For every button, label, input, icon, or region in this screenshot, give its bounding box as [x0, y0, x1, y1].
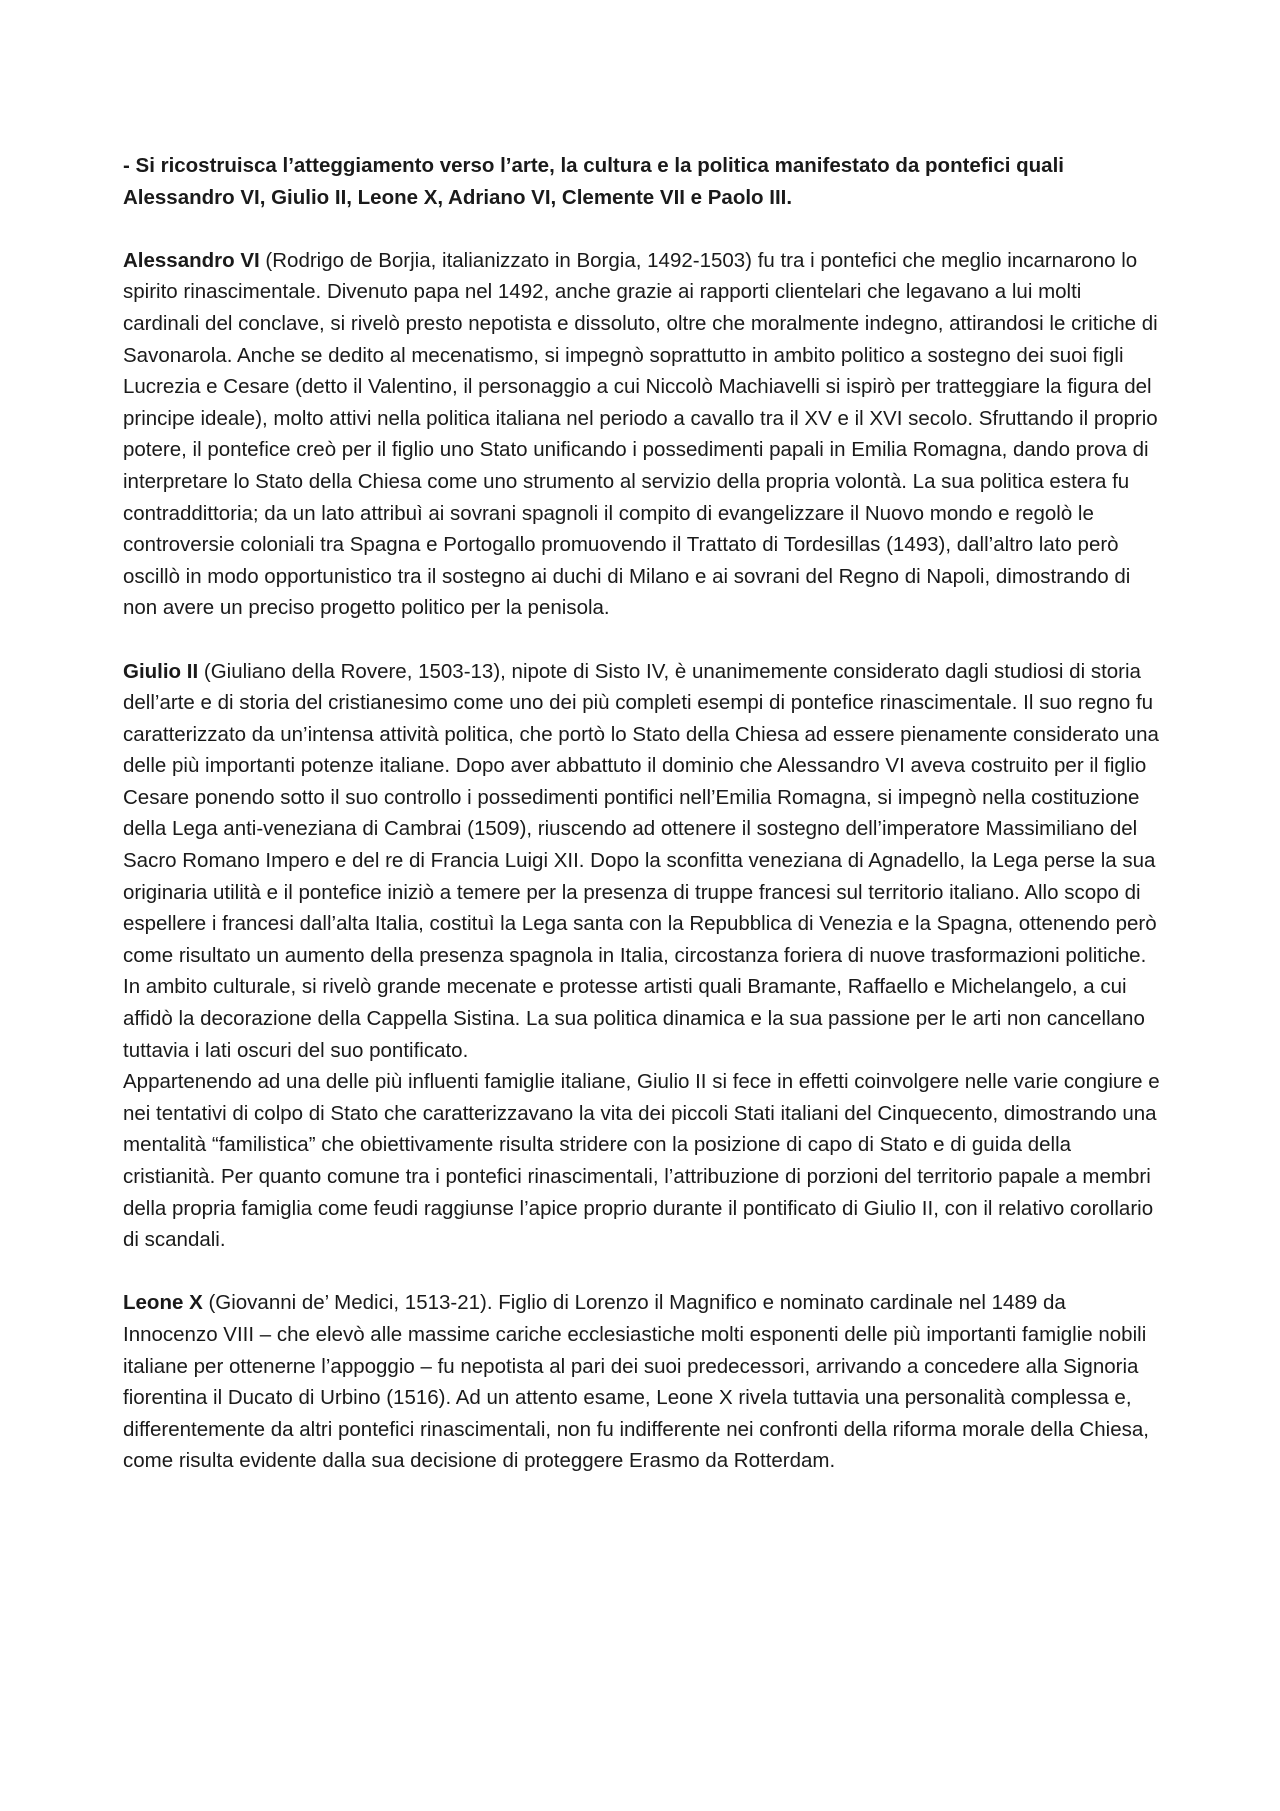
paragraph: [123, 656, 1163, 1067]
section-leone-x: [123, 1287, 1163, 1477]
paragraph-text: (Rodrigo de Borjia, italianizzato in Borgia, 1492-1503) fu tra i pontefici che meglio incarnarono lo spirito rinascimentale. Divenuto papa nel 1492, anche grazie ai rapporti clientelari che legavano a lui molti cardinali del conclave, si rivelò presto nepotista e dissoluto, oltre che moralmente indegno, attirandosi le critiche di Savonarola. Anche se dedito al mecenatismo, si impegnò soprattutto in ambito politico a sostegno dei suoi figli Lucrezia e Cesare (detto il Valentino, il personaggio a cui Niccolò Machiavelli si ispirò per tratteggiare la figura del principe ideale), molto attivi nella politica italiana nel periodo a cavallo tra il XV e il XVI secolo. Sfruttando il proprio potere, il pontefice creò per il figlio uno Stato unificando i possedimenti papali in Emilia Romagna, dando prova di interpretare lo Stato della Chiesa come uno strumento al servizio della propria volontà. La sua politica estera fu contraddittoria; da un lato attribuì ai sovrani spagnoli il compito di evangelizzare il Nuovo mondo e regolò le controversie coloniali tra Spagna e Portogallo promuovendo il Trattato di Tordesillas (1493), dall’altro lato però oscillò in modo opportunistico tra il sostegno ai duchi di Milano e ai sovrani del Regno di Napoli, dimostrando di non avere un preciso progetto politico per la penisola.: [123, 248, 1158, 620]
paragraph-text: (Giuliano della Rovere, 1503-13), nipote di Sisto IV, è unanimemente considerato dagli studiosi di storia dell’arte e di storia del cristianesimo come uno dei più completi esempi di pontefice rinascimentale. Il suo regno fu caratterizzato da un’intensa attività politica, che portò lo Stato della Chiesa ad essere pienamente considerato una delle più importanti potenze italiane. Dopo aver abbattuto il dominio che Alessandro VI aveva costruito per il figlio Cesare ponendo sotto il suo controllo i possedimenti pontifici nell’Emilia Romagna, si impegnò nella costituzione della Lega anti-veneziana di Cambrai (1509), riuscendo ad ottenere il sostegno dell’imperatore Massimiliano del Sacro Romano Impero e del re di Francia Luigi XII. Dopo la sconfitta veneziana di Agnadello, la Lega perse la sua originaria utilità e il pontefice iniziò a temere per la presenza di truppe francesi sul territorio italiano. Allo scopo di espellere i francesi dall’alta Italia, costituì la Lega santa con la Repubblica di Venezia e la Spagna, ottenendo però come risultato un aumento della presenza spagnola in Italia, circostanza foriera di nuove trasformazioni politiche. In ambito culturale, si rivelò grande mecenate e protesse artisti quali Bramante, Raffaello e Michelangelo, a cui affidò la decorazione della Cappella Sistina. La sua politica dinamica e la sua passione per le arti non cancellano tuttavia i lati oscuri del suo pontificato.: [123, 659, 1159, 1062]
section-giulio-ii: [123, 656, 1163, 1256]
question-heading: - Si ricostruisca l’atteggiamento verso l’arte, la cultura e la politica manifestato da pontefici quali Alessandro VI, Giulio II, Leone X, Adriano VI, Clemente VII e Paolo III.: [123, 154, 1064, 209]
pope-name: Alessandro VI: [123, 248, 260, 272]
paragraph-text: (Giovanni de’ Medici, 1513-21). Figlio di Lorenzo il Magnifico e nominato cardinale nel 1489 da Innocenzo VIII – che elevò alle massime cariche ecclesiastiche molti esponenti delle più importanti famiglie nobili italiane per ottenerne l’appoggio – fu nepotista al pari dei suoi predecessori, arrivando a concedere alla Signoria fiorentina il Ducato di Urbino (1516). Ad un attento esame, Leone X rivela tuttavia una personalità complessa e, differentemente da altri pontefici rinascimentali, non fu indifferente nei confronti della riforma morale della Chiesa, come risulta evidente dalla sua decisione di proteggere Erasmo da Rotterdam.: [123, 1291, 1149, 1473]
paragraph: [123, 1287, 1163, 1477]
document-page: [123, 150, 1163, 1509]
paragraph: [123, 245, 1163, 624]
pope-name: Leone X: [123, 1291, 203, 1315]
section-alessandro-vi: [123, 245, 1163, 624]
pope-name: Giulio II: [123, 659, 199, 683]
paragraph: Appartenendo ad una delle più influenti famiglie italiane, Giulio II si fece in effetti coinvolgere nelle varie congiure e nei tentativi di colpo di Stato che caratterizzavano la vita dei piccoli Stati italiani del Cinquecento, dimostrando una mentalità “familistica” che obiettivamente risulta stridere con la posizione di capo di Stato e di guida della cristianità. Per quanto comune tra i pontefici rinascimentali, l’attribuzione di porzioni del territorio papale a membri della propria famiglia come feudi raggiunse l’apice proprio durante il pontificato di Giulio II, con il relativo corollario di scandali.: [123, 1070, 1160, 1252]
